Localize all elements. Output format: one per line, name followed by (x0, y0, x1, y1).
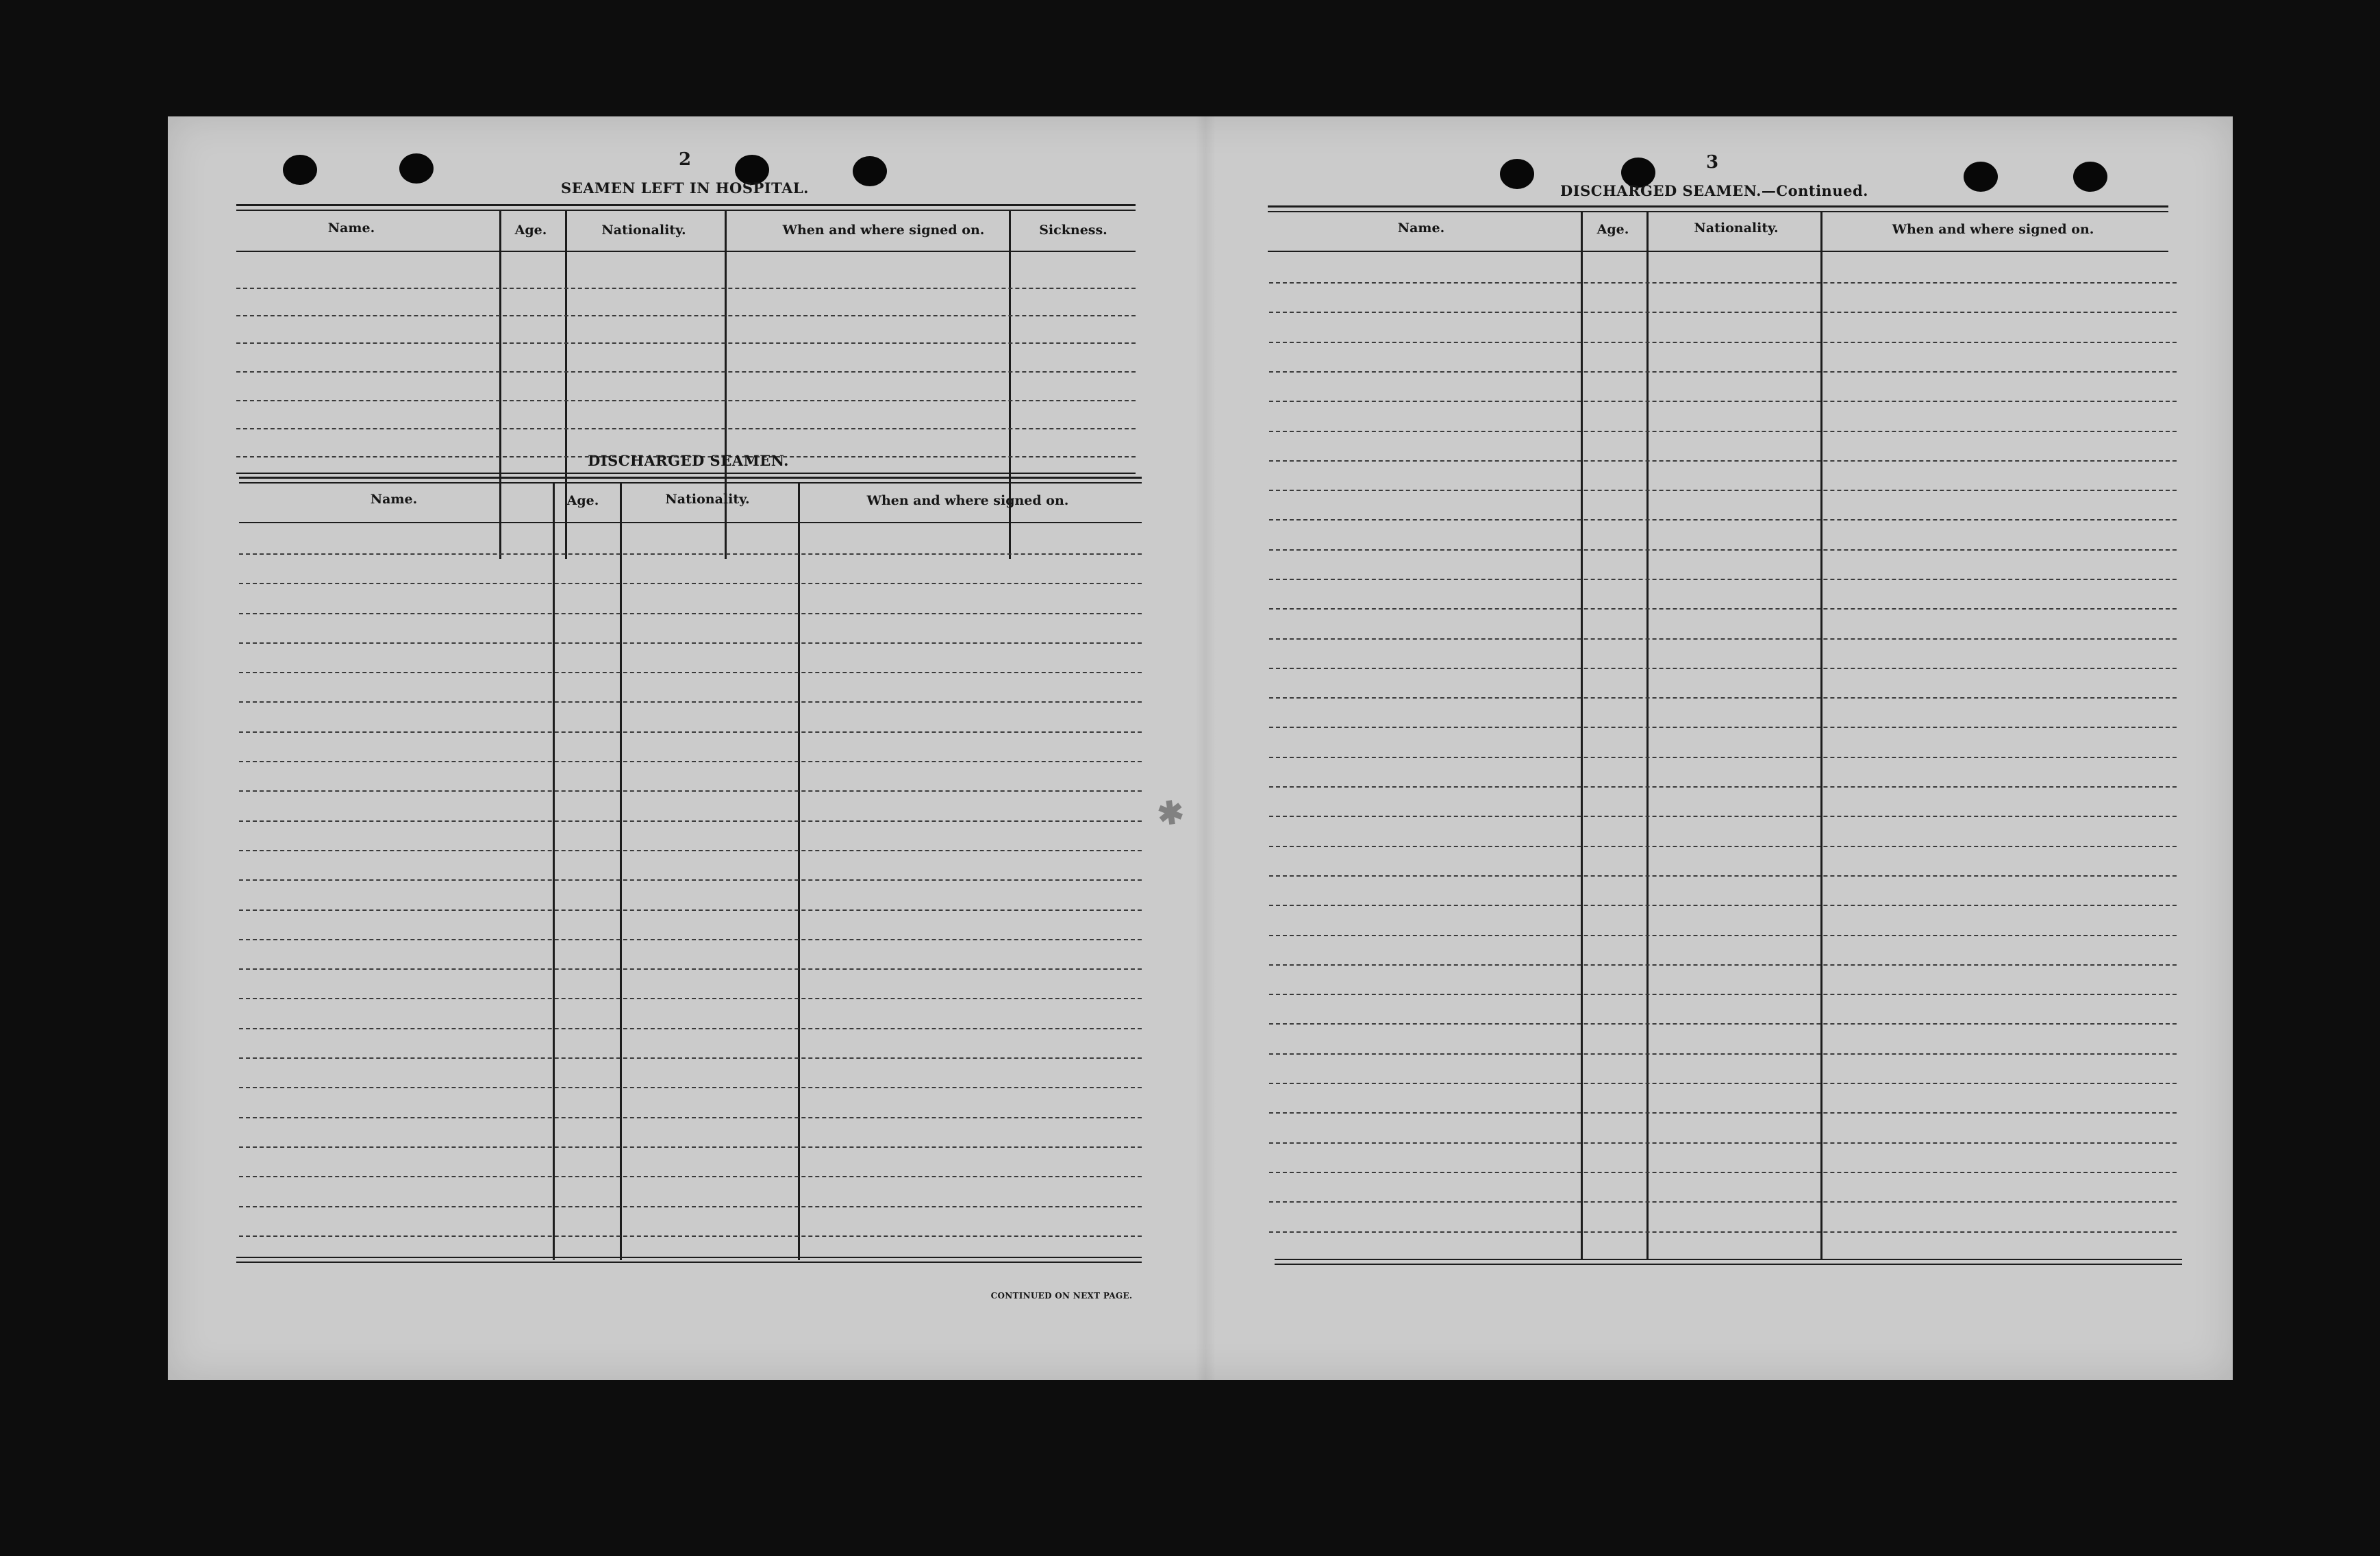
punch-hole (1500, 159, 1534, 189)
entry-line (1269, 1053, 2177, 1055)
entry-line (1269, 697, 2177, 699)
entry-line (239, 1176, 1142, 1177)
entry-line (239, 642, 1142, 644)
entry-line (1269, 549, 2177, 551)
right-col-signed-on: When and where signed on. (1892, 222, 2094, 237)
entry-line (236, 400, 1136, 401)
entry-line (1269, 608, 2177, 610)
entry-line (1269, 1201, 2177, 1203)
right-bottom-rule-inner (1275, 1264, 2182, 1265)
entry-line (1269, 1142, 2177, 1144)
hospital-top-rule-inner (236, 210, 1136, 211)
entry-line (1269, 875, 2177, 877)
entry-line (1269, 282, 2177, 284)
discharged-header-rule (239, 522, 1142, 523)
entry-line (1269, 312, 2177, 313)
entry-line (1269, 668, 2177, 669)
entry-line (236, 428, 1136, 429)
entry-line (1269, 935, 2177, 936)
entry-line (1269, 1231, 2177, 1233)
entry-line (1269, 1172, 2177, 1173)
discharged-top-rule-inner (239, 482, 1142, 484)
entry-line (239, 672, 1142, 673)
bleed-through-stamp: ✱ (1155, 792, 1187, 833)
hospital-col-age: Age. (514, 223, 547, 238)
hospital-heading: SEAMEN LEFT IN HOSPITAL. (561, 179, 809, 197)
entry-line (239, 820, 1142, 822)
punch-hole (853, 156, 887, 186)
entry-line (236, 342, 1136, 344)
discharged-col-nationality: Nationality. (665, 492, 750, 507)
entry-line (1269, 638, 2177, 640)
right-col-divider (1820, 212, 1822, 1260)
discharged-col-divider (620, 482, 622, 1260)
discharged-col-name: Name. (370, 492, 418, 507)
entry-line (1269, 757, 2177, 758)
discharged-bottom-rule (236, 1257, 1142, 1258)
punch-hole (1964, 162, 1998, 192)
entry-line (1269, 490, 2177, 491)
entry-line (239, 1117, 1142, 1118)
discharged-col-age: Age. (566, 493, 599, 508)
page-number-right: 3 (1705, 152, 1719, 173)
entry-line (239, 1146, 1142, 1148)
entry-line (236, 371, 1136, 373)
entry-line (239, 701, 1142, 703)
entry-line (1269, 1083, 2177, 1084)
right-top-rule (1268, 205, 2168, 208)
hospital-header-rule (236, 251, 1136, 252)
page-fold (1195, 116, 1216, 1380)
hospital-bottom-rule (236, 473, 1136, 474)
entry-line (1269, 579, 2177, 580)
entry-line (1269, 371, 2177, 373)
entry-line (239, 939, 1142, 940)
entry-line (1269, 994, 2177, 995)
entry-line (239, 790, 1142, 792)
entry-line (239, 731, 1142, 733)
hospital-col-sickness: Sickness. (1039, 223, 1107, 238)
entry-line (239, 1206, 1142, 1207)
entry-line (1269, 786, 2177, 788)
discharged-col-signed-on: When and where signed on. (866, 493, 1069, 508)
entry-line (1269, 519, 2177, 520)
entry-line (239, 1087, 1142, 1088)
entry-line (239, 613, 1142, 614)
right-col-age: Age. (1596, 222, 1629, 237)
entry-line (1269, 846, 2177, 847)
entry-line (239, 583, 1142, 584)
entry-line (1269, 342, 2177, 343)
hospital-col-signed-on: When and where signed on. (782, 223, 985, 238)
entry-line (239, 998, 1142, 999)
discharged-col-divider (553, 482, 555, 1260)
entry-line (239, 968, 1142, 970)
right-col-divider (1581, 212, 1583, 1260)
page-number-left: 2 (678, 149, 692, 170)
document-sheet (168, 116, 2233, 1380)
discharged-heading: DISCHARGED SEAMEN. (588, 452, 789, 469)
right-bottom-rule (1275, 1259, 2182, 1260)
right-top-rule-inner (1268, 211, 2168, 212)
right-col-name: Name. (1397, 221, 1445, 236)
entry-line (1269, 905, 2177, 906)
entry-line (1269, 816, 2177, 817)
punch-hole (283, 155, 317, 185)
entry-line (1269, 431, 2177, 432)
entry-line (1269, 964, 2177, 966)
entry-line (239, 1028, 1142, 1029)
entry-line (239, 850, 1142, 851)
punch-hole (399, 153, 434, 184)
entry-line (239, 553, 1142, 555)
hospital-col-divider (499, 210, 501, 559)
discharged-continued-heading: DISCHARGED SEAMEN.—Continued. (1560, 182, 1868, 199)
entry-line (236, 288, 1136, 289)
entry-line (1269, 727, 2177, 728)
discharged-top-rule (239, 477, 1142, 479)
entry-line (1269, 1023, 2177, 1025)
hospital-col-nationality: Nationality. (601, 223, 686, 238)
entry-line (239, 761, 1142, 762)
entry-line (236, 315, 1136, 316)
discharged-col-divider (798, 482, 800, 1260)
continued-note: CONTINUED ON NEXT PAGE. (990, 1291, 1133, 1301)
right-col-nationality: Nationality. (1694, 221, 1779, 236)
entry-line (239, 879, 1142, 881)
hospital-top-rule (236, 204, 1136, 206)
entry-line (239, 1235, 1142, 1237)
entry-line (1269, 1112, 2177, 1114)
entry-line (239, 1057, 1142, 1059)
hospital-col-name: Name. (327, 221, 375, 236)
entry-line (1269, 401, 2177, 402)
right-col-divider (1646, 212, 1649, 1260)
punch-hole (2073, 162, 2107, 192)
right-header-rule (1268, 251, 2168, 252)
discharged-bottom-rule-inner (236, 1262, 1142, 1263)
entry-line (1269, 460, 2177, 462)
entry-line (239, 909, 1142, 911)
